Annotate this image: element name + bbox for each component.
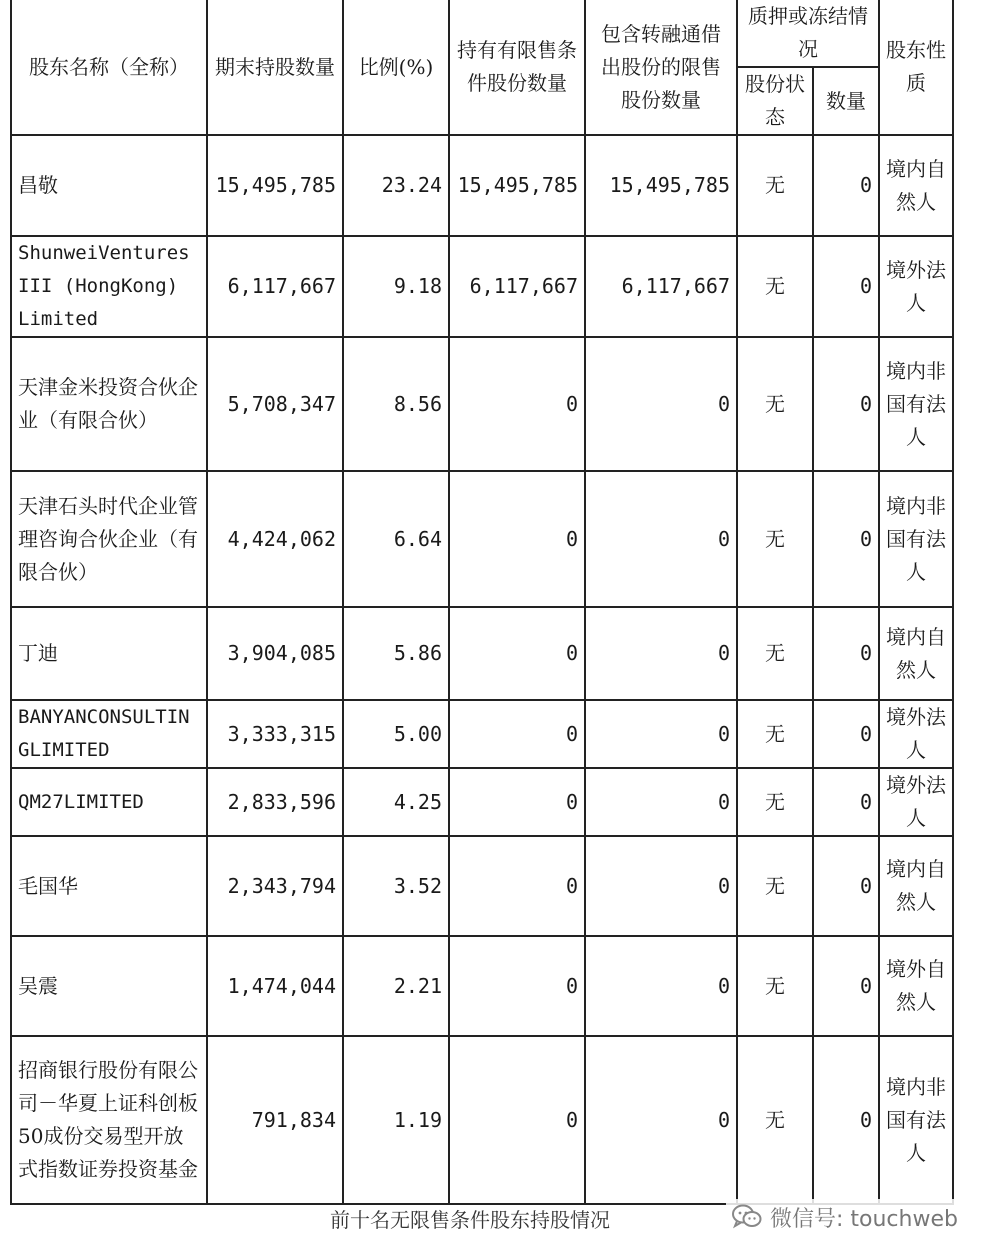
table-row bbox=[11, 1036, 953, 1204]
lent-restricted-shares: 0 bbox=[585, 700, 737, 768]
shareholder-nature: 境内非国有法人 bbox=[879, 471, 953, 607]
ratio: 4.25 bbox=[343, 768, 449, 836]
ratio: 6.64 bbox=[343, 471, 449, 607]
pledge-qty: 0 bbox=[813, 700, 879, 768]
header-pledge-qty: 数量 bbox=[813, 67, 879, 135]
end-shares: 15,495,785 bbox=[207, 135, 343, 236]
shareholder-name: 天津金米投资合伙企业（有限合伙） bbox=[11, 337, 207, 471]
lent-restricted-shares: 0 bbox=[585, 607, 737, 700]
table-row bbox=[11, 337, 953, 471]
shareholder-nature: 境外自然人 bbox=[879, 936, 953, 1036]
pledge-status: 无 bbox=[737, 836, 813, 936]
lent-restricted-shares: 0 bbox=[585, 936, 737, 1036]
shareholder-name: BANYANCONSULTINGLIMITED bbox=[11, 700, 207, 768]
shareholder-name: ShunweiVentures III (HongKong) Limited bbox=[11, 236, 207, 337]
table-row bbox=[11, 768, 953, 836]
shareholder-nature: 境外法人 bbox=[879, 768, 953, 836]
pledge-status: 无 bbox=[737, 700, 813, 768]
shareholder-name: 天津石头时代企业管理咨询合伙企业（有限合伙） bbox=[11, 471, 207, 607]
shareholder-nature: 境外法人 bbox=[879, 700, 953, 768]
shareholder-nature: 境内非国有法人 bbox=[879, 337, 953, 471]
end-shares: 3,904,085 bbox=[207, 607, 343, 700]
pledge-status: 无 bbox=[737, 1036, 813, 1204]
lent-restricted-shares: 0 bbox=[585, 1036, 737, 1204]
lent-restricted-shares: 0 bbox=[585, 337, 737, 471]
shareholder-nature: 境内自然人 bbox=[879, 836, 953, 936]
end-shares: 3,333,315 bbox=[207, 700, 343, 768]
restricted-shares: 0 bbox=[449, 700, 585, 768]
shareholder-name: QM27LIMITED bbox=[11, 768, 207, 836]
table-row bbox=[11, 836, 953, 936]
pledge-qty: 0 bbox=[813, 936, 879, 1036]
shareholder-name: 毛国华 bbox=[11, 836, 207, 936]
header-nature: 股东性质 bbox=[879, 0, 953, 135]
pledge-qty: 0 bbox=[813, 236, 879, 337]
header-name: 股东名称（全称） bbox=[11, 0, 207, 135]
pledge-status: 无 bbox=[737, 337, 813, 471]
table-row bbox=[11, 700, 953, 768]
ratio: 23.24 bbox=[343, 135, 449, 236]
lent-restricted-shares: 0 bbox=[585, 471, 737, 607]
shareholder-name: 昌敬 bbox=[11, 135, 207, 236]
end-shares: 2,343,794 bbox=[207, 836, 343, 936]
lent-restricted-shares: 0 bbox=[585, 836, 737, 936]
table-row bbox=[11, 236, 953, 337]
pledge-status: 无 bbox=[737, 607, 813, 700]
shareholder-nature: 境外法人 bbox=[879, 236, 953, 337]
end-shares: 2,833,596 bbox=[207, 768, 343, 836]
table-row bbox=[11, 471, 953, 607]
shareholder-table bbox=[10, 0, 954, 1205]
header-lent-restricted: 包含转融通借出股份的限售股份数量 bbox=[585, 0, 737, 135]
ratio: 8.56 bbox=[343, 337, 449, 471]
shareholder-name: 招商银行股份有限公司－华夏上证科创板50成份交易型开放式指数证券投资基金 bbox=[11, 1036, 207, 1204]
shareholder-nature: 境内自然人 bbox=[879, 607, 953, 700]
pledge-qty: 0 bbox=[813, 1036, 879, 1204]
end-shares: 5,708,347 bbox=[207, 337, 343, 471]
restricted-shares: 0 bbox=[449, 337, 585, 471]
end-shares: 6,117,667 bbox=[207, 236, 343, 337]
lent-restricted-shares: 15,495,785 bbox=[585, 135, 737, 236]
wechat-watermark bbox=[726, 1199, 964, 1235]
header-pledge-status: 股份状态 bbox=[737, 67, 813, 135]
header-ratio: 比例(%) bbox=[343, 0, 449, 135]
watermark-text: 微信号: touchweb bbox=[770, 1206, 958, 1232]
end-shares: 1,474,044 bbox=[207, 936, 343, 1036]
restricted-shares: 0 bbox=[449, 836, 585, 936]
shareholder-nature: 境内非国有法人 bbox=[879, 1036, 953, 1204]
ratio: 3.52 bbox=[343, 836, 449, 936]
table-row bbox=[11, 936, 953, 1036]
pledge-status: 无 bbox=[737, 768, 813, 836]
restricted-shares: 0 bbox=[449, 607, 585, 700]
ratio: 5.86 bbox=[343, 607, 449, 700]
pledge-status: 无 bbox=[737, 471, 813, 607]
restricted-shares: 0 bbox=[449, 768, 585, 836]
restricted-shares: 0 bbox=[449, 471, 585, 607]
pledge-qty: 0 bbox=[813, 337, 879, 471]
pledge-status: 无 bbox=[737, 135, 813, 236]
pledge-qty: 0 bbox=[813, 836, 879, 936]
lent-restricted-shares: 0 bbox=[585, 768, 737, 836]
pledge-qty: 0 bbox=[813, 768, 879, 836]
ratio: 9.18 bbox=[343, 236, 449, 337]
restricted-shares: 0 bbox=[449, 936, 585, 1036]
pledge-status: 无 bbox=[737, 236, 813, 337]
wechat-icon bbox=[732, 1204, 762, 1230]
restricted-shares: 6,117,667 bbox=[449, 236, 585, 337]
ratio: 5.00 bbox=[343, 700, 449, 768]
pledge-qty: 0 bbox=[813, 607, 879, 700]
table-row bbox=[11, 135, 953, 236]
shareholder-nature: 境内自然人 bbox=[879, 135, 953, 236]
header-restricted: 持有有限售条件股份数量 bbox=[449, 0, 585, 135]
next-section-heading: 前十名无限售条件股东持股情况 bbox=[330, 1208, 610, 1232]
restricted-shares: 15,495,785 bbox=[449, 135, 585, 236]
shareholder-name: 吴震 bbox=[11, 936, 207, 1036]
restricted-shares: 0 bbox=[449, 1036, 585, 1204]
lent-restricted-shares: 6,117,667 bbox=[585, 236, 737, 337]
pledge-qty: 0 bbox=[813, 135, 879, 236]
header-end-shares: 期末持股数量 bbox=[207, 0, 343, 135]
shareholder-name: 丁迪 bbox=[11, 607, 207, 700]
table-row bbox=[11, 607, 953, 700]
end-shares: 791,834 bbox=[207, 1036, 343, 1204]
pledge-status: 无 bbox=[737, 936, 813, 1036]
pledge-qty: 0 bbox=[813, 471, 879, 607]
end-shares: 4,424,062 bbox=[207, 471, 343, 607]
ratio: 1.19 bbox=[343, 1036, 449, 1204]
ratio: 2.21 bbox=[343, 936, 449, 1036]
header-pledge-group: 质押或冻结情况 bbox=[737, 0, 879, 67]
